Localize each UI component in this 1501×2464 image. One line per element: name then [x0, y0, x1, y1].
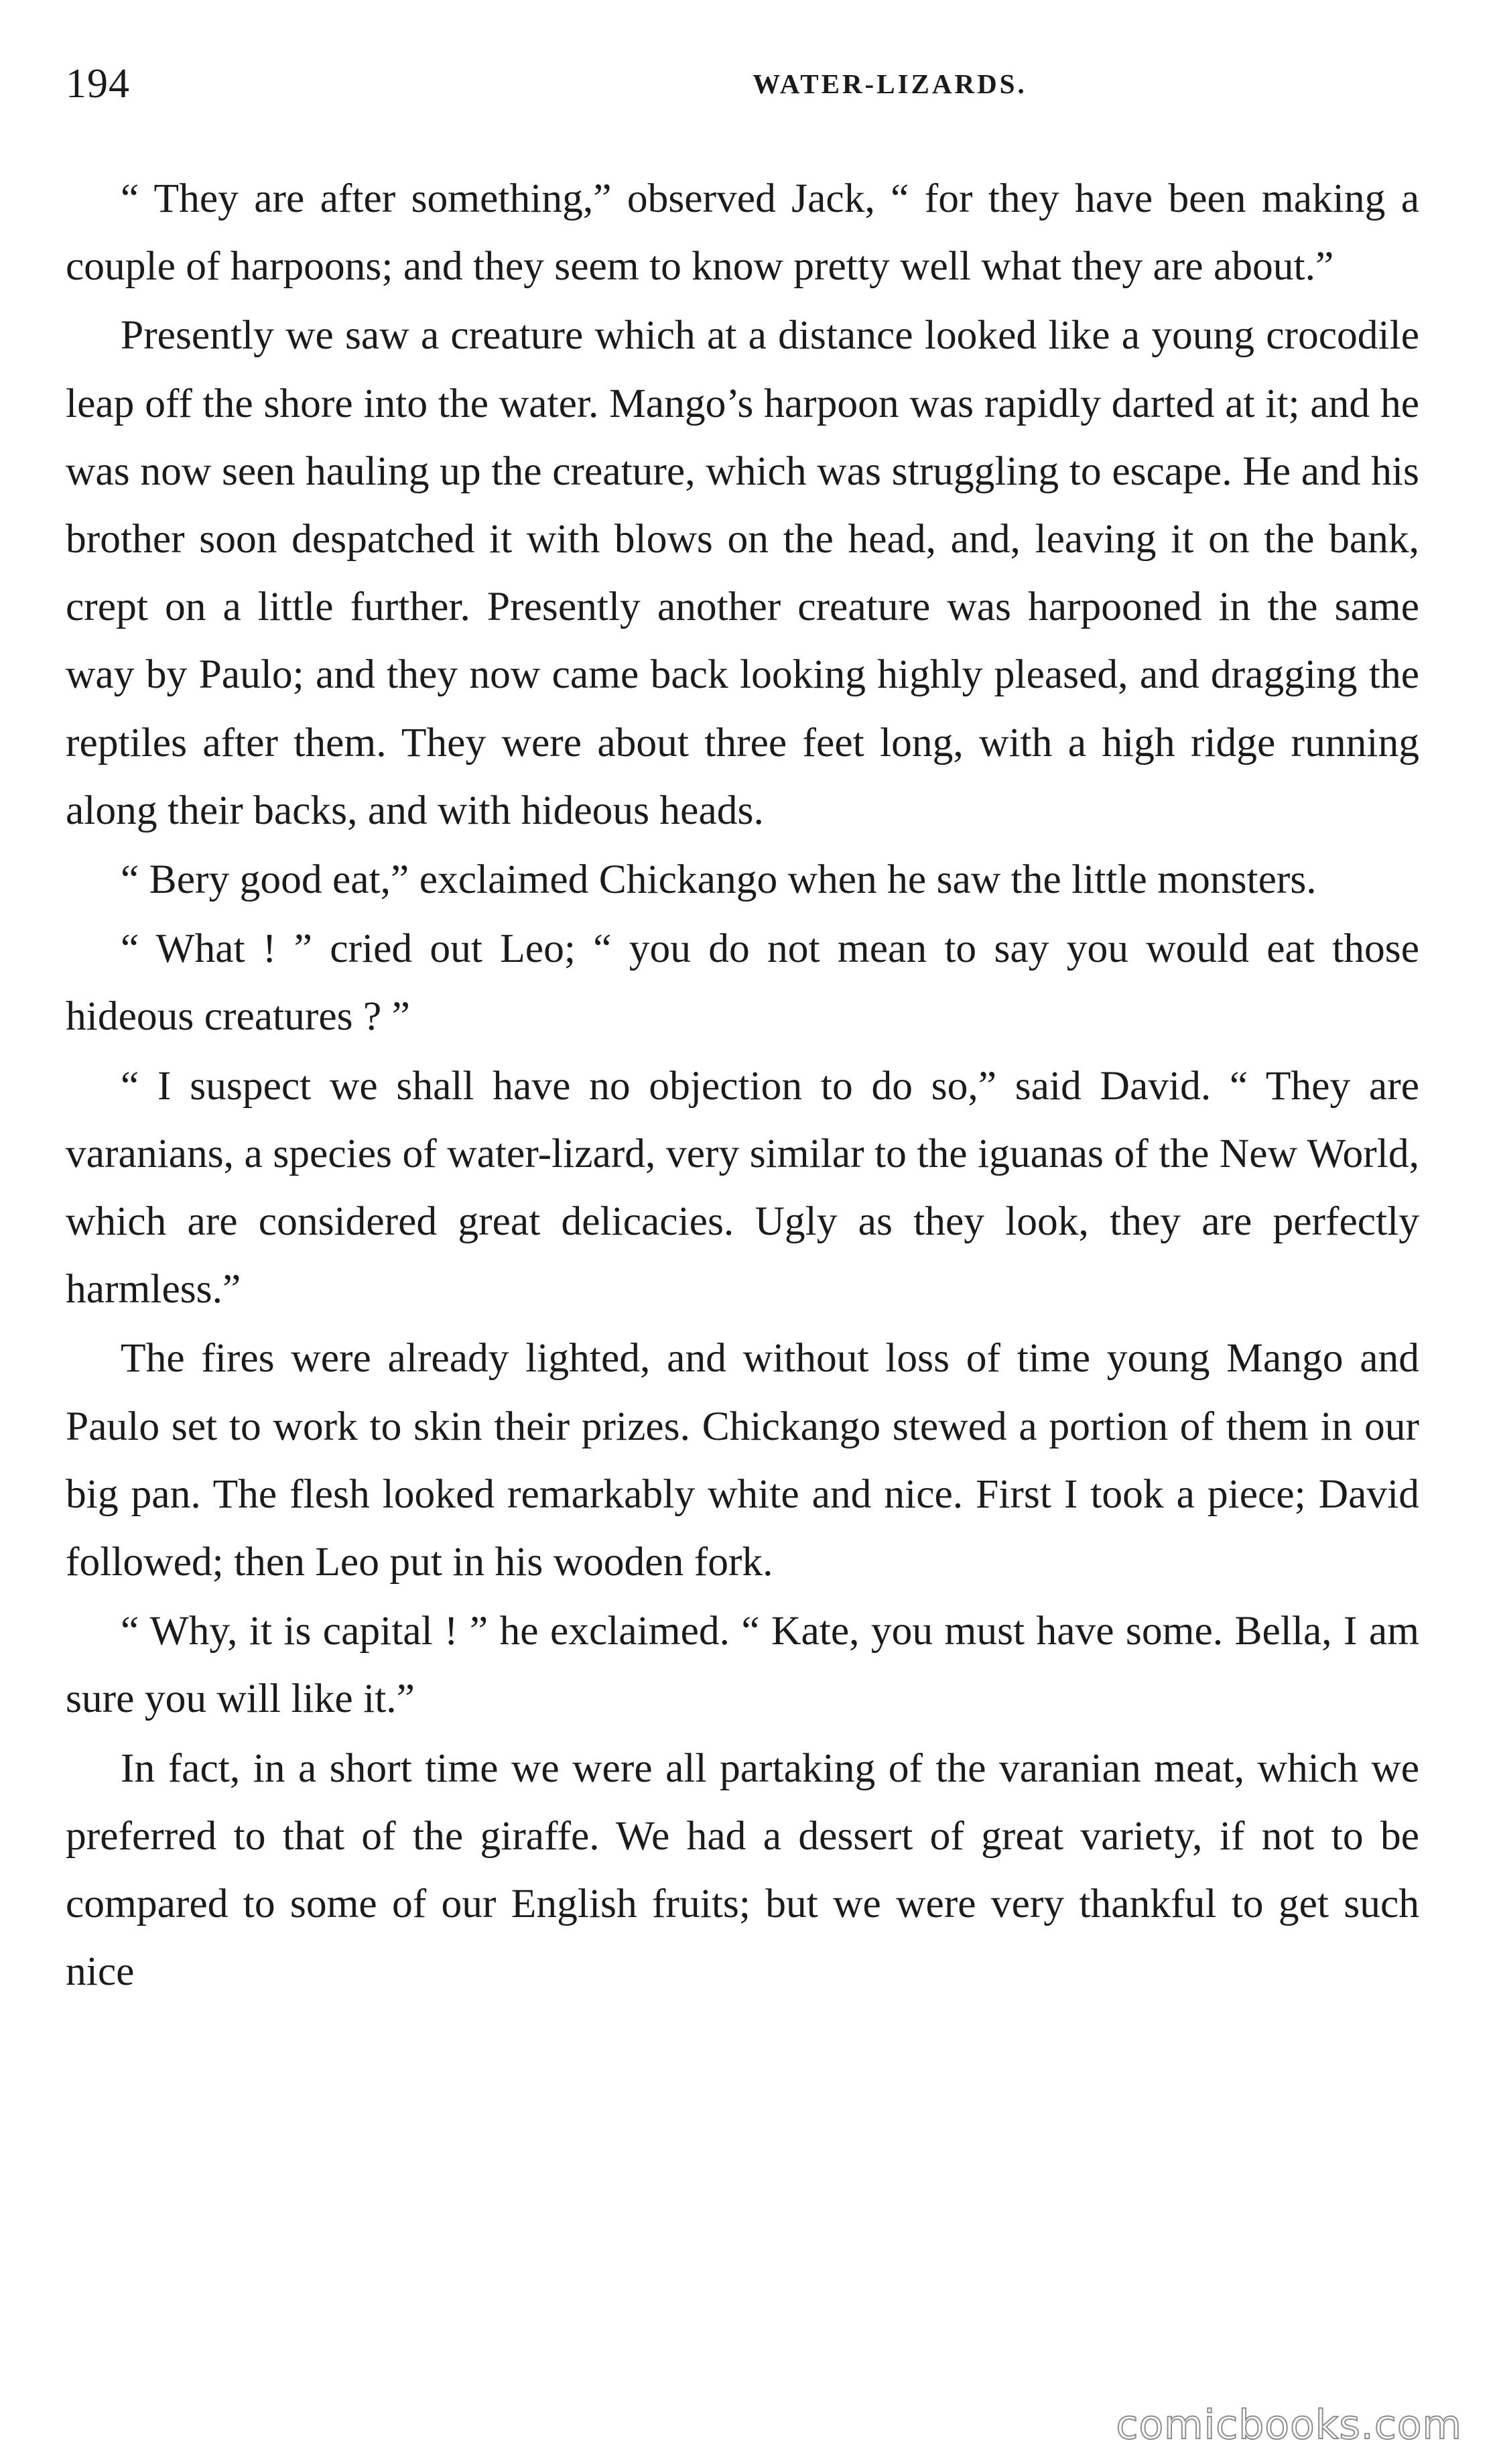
- watermark: comicbooks.com: [1116, 2402, 1462, 2449]
- paragraph: “ Why, it is capital ! ” he exclaimed. “ Kate, you must have some. Bella, I am sure you will like it.”: [66, 1608, 1419, 1722]
- paragraph: “ Bery good eat,” exclaimed Chickango when he saw the little monsters.: [121, 857, 1317, 903]
- paragraph: “ What ! ” cried out Leo; “ you do not mean to say you would eat those hideous creatures ? ”: [66, 926, 1419, 1040]
- paragraph: In fact, in a short time we were all partaking of the varanian meat, which we preferred to that of the giraffe. We had a dessert of great variety, if not to be compared to some of our English fruits; but we were very thankful to get such nice: [66, 1745, 1419, 1995]
- paragraph: “ I suspect we shall have no objection to do so,” said David. “ They are varanians, a species of water-lizard, very similar to the iguanas of the New World, which are considered great delicacies. Ugly as they look, they are perfectly harmless.”: [66, 1062, 1419, 1312]
- paragraph: The fires were already lighted, and without loss of time young Mango and Paulo set to work to skin their prizes. Chickango stewed a portion of them in our big pan. The flesh looked remarkably white and nice. First I took a piece; David followed; then Leo put in his wooden fork.: [66, 1335, 1419, 1585]
- running-head: WATER-LIZARDS.: [753, 68, 1027, 99]
- body-text: [66, 165, 1419, 2007]
- page-header: [66, 54, 1419, 114]
- paragraph: “ They are after something,” observed Jack, “ for they have been making a couple of harpoons; and they seem to know pretty well what they are about.”: [66, 176, 1419, 290]
- page-number: 194: [66, 61, 130, 107]
- paragraph: Presently we saw a creature which at a distance looked like a young crocodile leap off the shore into the water. Mango’s harpoon was rapidly darted at it; and he was now seen hauling up the creature, which was struggling to escape. He and his brother soon despatched it with blows on the head, and, leaving it on the bank, crept on a little further. Presently another creature was harpooned in the same way by Paulo; and they now came back looking highly pleased, and dragging the reptiles after them. They were about three feet long, with a high ridge running along their backs, and with hideous heads.: [66, 312, 1419, 833]
